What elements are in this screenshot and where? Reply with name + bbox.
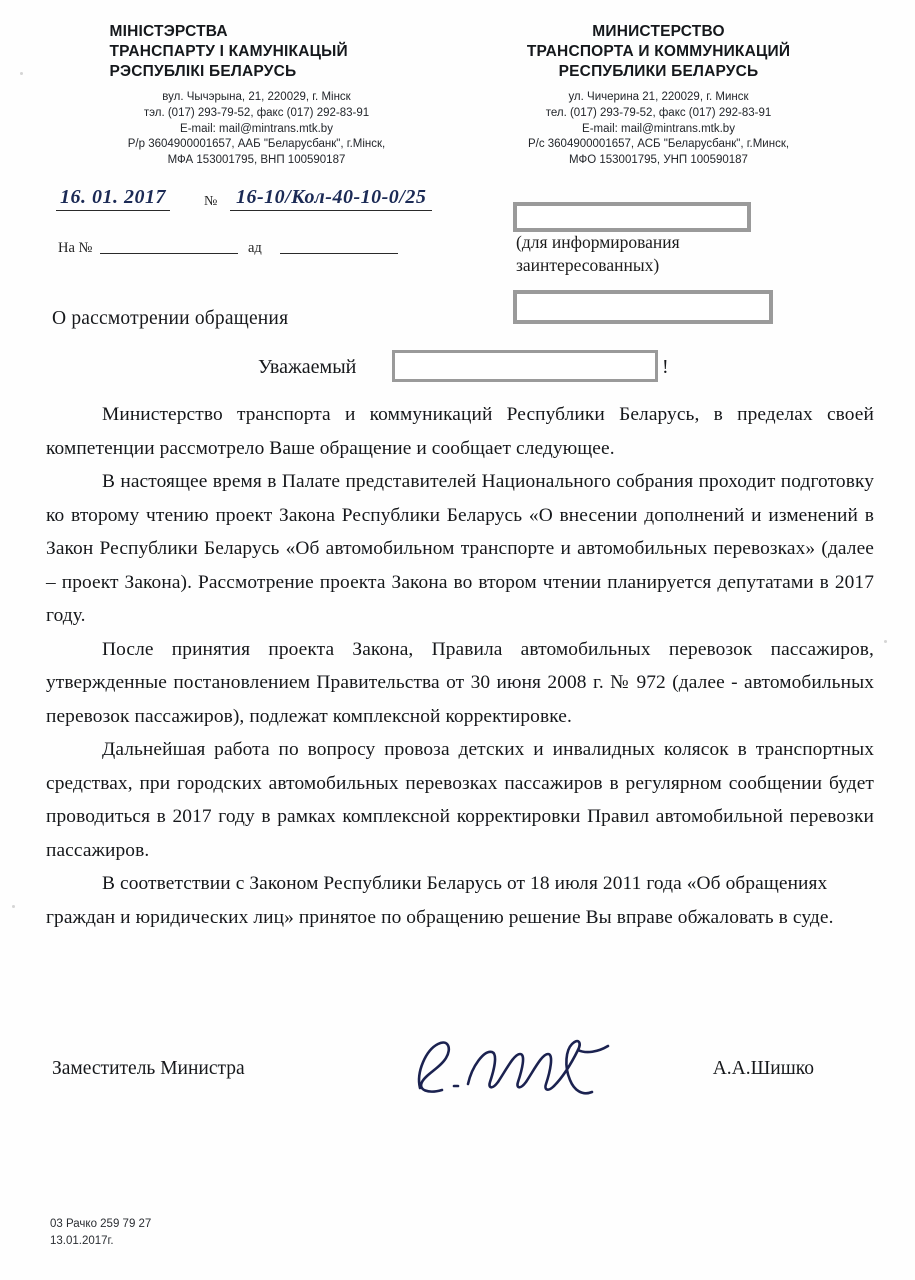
letter-body [46,398,874,934]
letterhead-contacts-ru [494,90,824,168]
incoming-date-blank [280,253,398,254]
addressee-note: (для информирования заинтересованных) [516,232,680,276]
incoming-date-label: ад [248,240,262,256]
body-paragraph-5: В соответствии с Законом Республики Беларусь от 18 июля 2011 года «Об обращениях граждан и юридических лиц» принятое по обращению решение Вы вправе обжаловать в суде. [46,873,834,928]
letterhead-belarusian [92,22,422,168]
letterhead-codes-ru: МФО 153001795, УНП 100590187 [569,153,748,166]
scan-speck [20,72,23,75]
document-number-label: № [204,194,218,209]
letterhead-title-ru-line2: ТРАНСПОРТА И КОММУНИКАЦИЙ [526,42,791,60]
scan-speck [12,905,15,908]
letterhead-email-be: E-mail: mail@mintrans.mtk.by [180,122,333,135]
greeting-text: Уважаемый [258,356,357,378]
letterhead-title-be-line2: ТРАНСПАРТУ І КАМУНІКАЦЫЙ [109,42,348,60]
letterhead-bank-ru: Р/с 3604900001657, АСБ "Беларусбанк", г.Минск, [527,138,790,151]
document-date: 16. 01. 2017 [56,186,170,211]
document-footer [50,1216,151,1251]
letterhead-title-ru-line3: РЕСПУБЛИКИ БЕЛАРУСЬ [558,62,759,80]
greeting-exclamation: ! [662,356,669,378]
reference-line [52,186,482,220]
footer-executor: 03 Рачко 259 79 27 [50,1218,152,1230]
body-paragraph-3: После принятия проекта Закона, Правила автомобильных перевозок пассажиров, утвержденные постановлением Правительства от 30 июня 2008 г. № 972 (далее - автомобильных перевозок пассажиров), подлежат комплексной корректировке. [46,638,874,727]
letterhead-email-ru: E-mail: mail@mintrans.mtk.by [582,122,735,135]
body-paragraph-1: Министерство транспорта и коммуникаций Республики Беларусь, в пределах своей компетенции рассмотрело Ваше обращение и сообщает следующее. [46,404,874,459]
signature-block [52,1050,842,1090]
redaction-box-addressee-bottom [513,290,773,324]
body-paragraph-4: Дальнейшая работа по вопросу провоза детских и инвалидных колясок в транспортных средствах, при городских автомобильных перевозках пассажиров в регулярном сообщении будет проводиться в 2017 году в рамках комплексной корректировки Правил автомобильной перевозки пассажиров. [46,739,874,861]
redaction-box-recipient-name [392,350,658,382]
letterhead-contacts-be [92,90,422,168]
greeting [258,356,669,379]
letterhead-title-be [92,22,422,81]
document-subject: О рассмотрении обращения [52,308,289,329]
incoming-number-blank [100,253,238,254]
body-paragraph-2: В настоящее время в Палате представителей Национального собрания проходит подготовку ко второму чтению проект Закона Республики Беларусь «О внесении дополнений и изменений в Закон Республики Беларусь «Об автомобильном транспорте и автомобильных перевозках» (далее – проект Закона). Рассмотрение проекта Закона во втором чтении планируется депутатами в 2017 году. [46,471,874,626]
handwritten-signature-icon [402,1010,662,1120]
footer-date: 13.01.2017г. [50,1235,114,1248]
letterhead-russian [494,22,824,168]
letterhead-address-be: вул. Чычэрына, 21, 220029, г. Мінск [162,91,351,104]
scan-speck [884,640,887,643]
letterhead-title-be-line1: МІНІСТЭРСТВА [109,23,228,40]
letterhead-phone-ru: тел. (017) 293-79-52, факс (017) 292-83-91 [545,107,772,119]
incoming-number-label: На № [58,240,93,256]
letterhead-title-be-line3: РЭСПУБЛІКІ БЕЛАРУСЬ [109,62,297,80]
signatory-name: А.А.Шишко [712,1058,814,1079]
letterhead [0,22,915,168]
document-number: 16-10/Кол-40-10-0/25 [230,186,432,211]
letterhead-title-ru [494,22,824,81]
signatory-title: Заместитель Министра [52,1058,245,1079]
letterhead-codes-be: МФА 153001795, ВНП 100590187 [167,153,346,166]
incoming-reference-line [52,238,482,260]
letterhead-title-ru-line1: МИНИСТЕРСТВО [592,23,725,40]
redaction-box-addressee-top [513,202,751,232]
letterhead-phone-be: тэл. (017) 293-79-52, факс (017) 292-83-91 [143,107,370,119]
letterhead-address-ru: ул. Чичерина 21, 220029, г. Минск [568,91,749,104]
letterhead-bank-be: Р/р 3604900001657, ААБ "Беларусбанк", г.Мінск, [127,138,386,151]
